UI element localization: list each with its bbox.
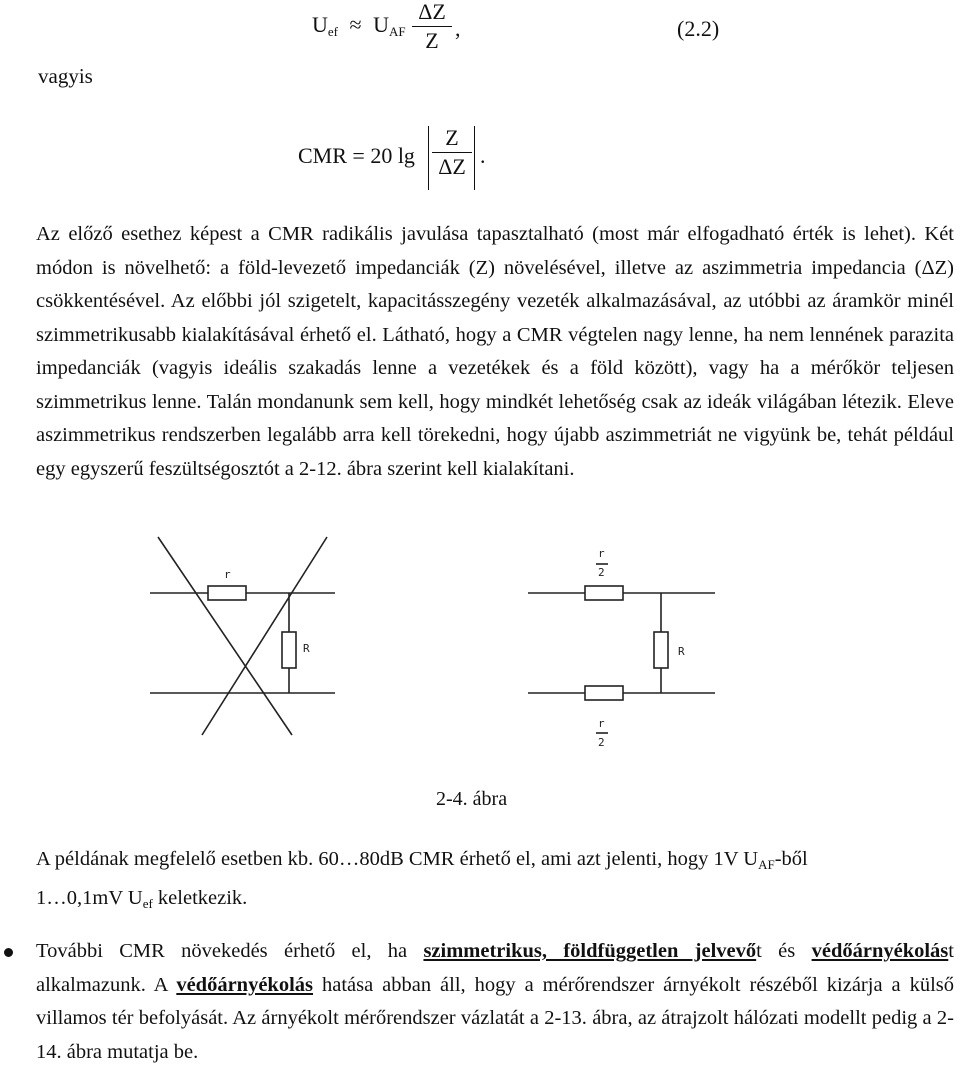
bullet-marker <box>4 948 13 957</box>
eq-trail: , <box>455 16 461 41</box>
cmr-fraction <box>432 126 472 179</box>
right-bot-2: 2 <box>598 736 605 749</box>
bp-t2: t és <box>756 940 812 962</box>
left-R-label: R <box>303 642 310 655</box>
p2-a: A példának megfelelő esetben kb. 60…80dB CMR érhető el, ami azt jelenti, hogy 1V U <box>36 848 759 870</box>
right-R-label: R <box>678 645 685 658</box>
bp-t1: További CMR növekedés érhető el, ha <box>36 940 424 962</box>
left-r-label: r <box>224 568 231 581</box>
bp-b1: szimmetrikus, földfüggetlen jelvevő <box>423 940 757 962</box>
equation-number: (2.2) <box>677 16 720 41</box>
right-bot-r: r <box>598 717 605 730</box>
equation-cmr: CMR = 20 lg <box>298 143 415 168</box>
bp-t3: t alkalmazunk. A <box>36 940 954 996</box>
right-circuit <box>528 564 715 733</box>
eq-frac-num: ΔZ <box>418 0 446 24</box>
cmr-frac-num: Z <box>445 125 459 150</box>
left-circuit <box>150 537 335 735</box>
right-top-2: 2 <box>598 566 605 579</box>
eq-lhs-sub: ef <box>327 24 338 39</box>
equation-2-2 <box>312 12 406 40</box>
figure-2-4 <box>140 535 780 775</box>
eq-lhs: U <box>312 12 328 37</box>
bullet-paragraph <box>36 935 954 1069</box>
figure-caption: 2-4. ábra <box>436 788 508 810</box>
p2-a-sub: AF <box>758 857 775 872</box>
cmr-trail: . <box>480 143 486 168</box>
eq-fraction <box>412 0 452 53</box>
paragraph-2 <box>36 843 954 920</box>
paragraph-1: Az előző esethez képest a CMR radikális javulása tapasztalható (most már elfogadható érték is lehet). Két módon is növelhető: a föld-levezető impedanciák (Z) növelésével, illetve az aszimmetria impedancia (ΔZ) csökkentésével. Az előbbi jól szigetelt, kapacitásszegény vezeték alkalmazásával, az utóbbi az áramkör minél szimmetrikusabb kialakításával érhető el. Látható, hogy a CMR végtelen nagy lenne, ha nem lennének parazita impedanciák (vagyis ideális szakadás lenne a vezetékek és a föld között), vagy ha a mérőkör teljesen szimmetrikus lenne. Talán mondanunk sem kell, hogy mindkét lehetőség csak az ideák világában létezik. Eleve aszimmetrikus rendszerben legalább arra kell törekedni, hogy újabb aszimmetriát ne vigyünk be, tehát például egy egyszerű feszültségosztót a 2-12. ábra szerint kell kialakítani. <box>36 223 954 480</box>
eq-frac-den: Z <box>425 28 439 53</box>
p2-b: -ből <box>774 848 808 870</box>
eq-rhs: U <box>373 12 389 37</box>
p2-d: keletkezik. <box>152 886 248 909</box>
bp-t4: hatása abban áll, hogy a mérőrendszer árnyékolt részéből kizárja a külső villamos tér befolyását. Az árnyékolt mérőrendszer vázlatát a 2-13. ábra, az átrajzolt hálózati modellt pedig a 2-14. ábra mutatja be. <box>36 973 954 1063</box>
p2-c-sub: ef <box>142 895 153 911</box>
eq-rhs-sub: AF <box>388 24 406 39</box>
bp-b2: védőárnyékolás <box>811 940 949 962</box>
abs-bar-right <box>474 126 475 190</box>
connector-word: vagyis <box>38 64 93 88</box>
eq-approx: ≈ <box>349 12 362 37</box>
bp-b3: védőárnyékolás <box>176 973 314 996</box>
p2-c: 1…0,1mV U <box>36 886 143 909</box>
right-top-r: r <box>598 547 605 560</box>
cmr-frac-den: ΔZ <box>438 154 466 179</box>
abs-bar-left <box>428 126 429 190</box>
